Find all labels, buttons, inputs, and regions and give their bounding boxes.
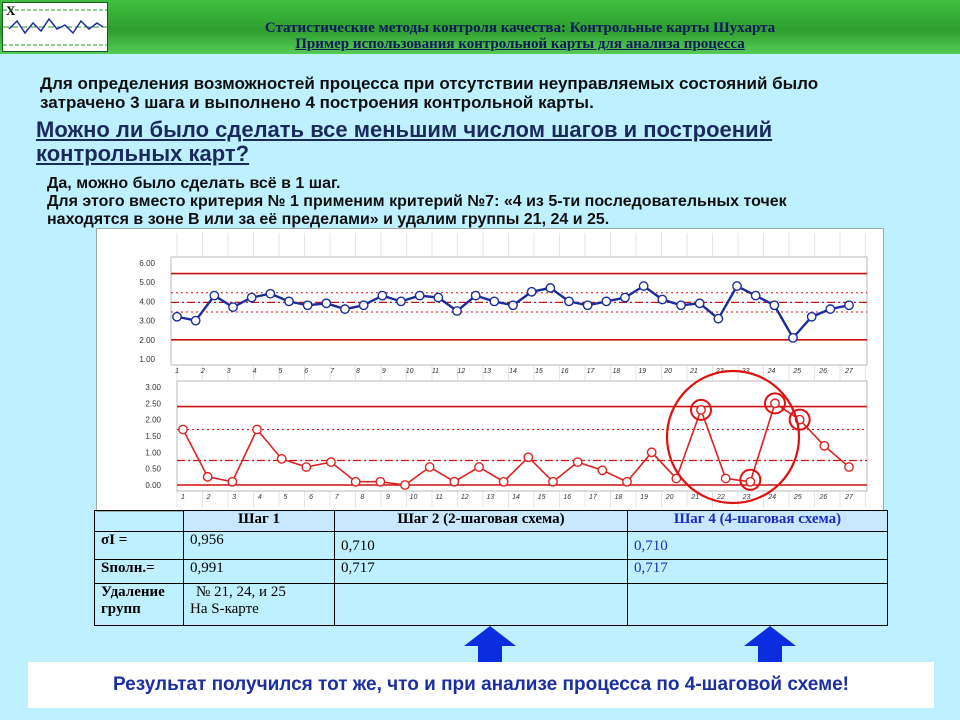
x-tick-label: 14 <box>512 494 520 501</box>
logo-chart-icon <box>2 2 108 52</box>
data-point <box>203 473 211 481</box>
plot-area <box>177 381 867 491</box>
arrow-up-icon <box>462 624 518 666</box>
x-tick-label: 1 <box>175 368 179 375</box>
data-point <box>499 478 507 486</box>
x-tick-label: 23 <box>742 494 751 501</box>
question-line-1: Можно ли было сделать все меньшим числом шагов и построений <box>36 117 773 142</box>
data-point <box>598 466 606 474</box>
data-point <box>546 284 554 292</box>
data-point <box>623 478 631 486</box>
data-point <box>647 448 655 456</box>
removal-step1 <box>184 584 335 626</box>
x-tick-label: 19 <box>638 368 647 375</box>
x-tick-label: 3 <box>226 368 231 375</box>
data-point <box>697 406 705 414</box>
y-tick-label: 0.00 <box>145 481 161 490</box>
x-tick-label: 14 <box>509 368 517 375</box>
control-charts-svg <box>97 229 883 511</box>
x-tick-label: 9 <box>381 368 386 375</box>
data-point <box>602 297 610 305</box>
x-tick-label: 18 <box>614 494 623 501</box>
removal-label <box>95 584 184 626</box>
data-point <box>770 301 778 309</box>
data-point <box>826 305 834 313</box>
table-row <box>95 560 888 584</box>
data-point <box>733 282 741 290</box>
data-point <box>771 399 779 407</box>
x-tick-label: 13 <box>483 368 492 375</box>
y-tick-label: 1.00 <box>145 448 161 458</box>
x-tick-label: 24 <box>767 368 776 375</box>
x-tick-label: 20 <box>665 494 674 501</box>
data-point <box>247 293 255 301</box>
removal-label-line-2: групп <box>101 601 141 617</box>
data-point <box>285 297 293 305</box>
y-tick-label: 4.00 <box>139 297 155 307</box>
x-tick-label: 3 <box>232 494 237 501</box>
header-bar <box>0 0 960 54</box>
data-point <box>490 297 498 305</box>
data-point <box>303 301 311 309</box>
data-point <box>327 458 335 466</box>
x-tick-label: 10 <box>409 494 418 501</box>
x-tick-label: 6 <box>304 368 309 375</box>
header-title: Статистические методы контроля качества: Контрольные карты Шухарта <box>264 20 776 36</box>
data-point <box>695 299 703 307</box>
question-text <box>36 118 936 166</box>
table-header-empty <box>95 511 184 532</box>
data-point <box>376 478 384 486</box>
x-tick-label: 1 <box>181 494 185 501</box>
data-point <box>253 425 261 433</box>
data-point <box>266 290 274 298</box>
data-point <box>583 301 591 309</box>
sigma-step2: 0,710 <box>335 532 628 560</box>
data-point <box>751 291 759 299</box>
intro-line-1: Для определения возможностей процесса при отсутствии неуправляемых состояний было <box>40 74 819 93</box>
data-point <box>229 303 237 311</box>
control-charts <box>96 228 884 512</box>
data-point <box>677 301 685 309</box>
x-tick-label: 8 <box>355 368 360 375</box>
table-header-step2: Шаг 2 (2-шаговая схема) <box>335 511 628 532</box>
x-tick-label: 5 <box>278 368 283 375</box>
answer-line-3: находятся в зоне В или за её пределами» и удалим группы 21, 24 и 25. <box>47 211 610 228</box>
s-full-step4: 0,717 <box>628 560 888 584</box>
x-tick-label: 25 <box>793 368 802 375</box>
x-tick-label: 27 <box>845 368 853 375</box>
data-point <box>639 282 647 290</box>
sigma-step1: 0,956 <box>184 532 335 560</box>
s-full-label: Sполн.= <box>95 560 184 584</box>
results-table <box>94 510 888 626</box>
data-point <box>845 301 853 309</box>
data-point <box>721 474 729 482</box>
removal-groups: № 21, 24, и 25 <box>196 584 286 600</box>
data-point <box>807 313 815 321</box>
data-point <box>359 301 367 309</box>
y-tick-label: 2.50 <box>145 399 161 409</box>
data-point <box>322 299 330 307</box>
x-tick-label: 26 <box>819 368 828 375</box>
x-tick-label: 11 <box>431 368 440 375</box>
data-point <box>415 291 423 299</box>
intro-line-2: затрачено 3 шага и выполнено 4 построения контрольной карты. <box>40 93 594 112</box>
table-row <box>95 584 888 626</box>
x-tick-label: 19 <box>640 494 648 501</box>
x-tick-label: 21 <box>691 494 700 501</box>
x-tick-label: 21 <box>690 368 698 375</box>
x-tick-label: 22 <box>717 494 725 501</box>
x-tick-label: 7 <box>330 368 335 375</box>
data-point <box>471 291 479 299</box>
data-point <box>277 455 285 463</box>
x-tick-label: 23 <box>741 368 750 375</box>
data-point <box>425 463 433 471</box>
data-point <box>509 301 517 309</box>
table-header-row <box>95 511 888 532</box>
removal-chart: На S-карте <box>190 601 259 617</box>
logo-letter: X <box>6 3 16 18</box>
x-tick-label: 17 <box>586 368 595 375</box>
data-point <box>845 463 853 471</box>
y-tick-label: 2.00 <box>139 335 155 345</box>
data-point <box>210 291 218 299</box>
y-tick-label: 6.00 <box>139 259 155 268</box>
table-header-step1: Шаг 1 <box>184 511 335 532</box>
x-tick-label: 16 <box>560 368 569 375</box>
y-tick-label: 3.00 <box>139 316 155 326</box>
intro-text <box>40 74 940 112</box>
data-point <box>401 481 409 489</box>
data-point <box>453 307 461 315</box>
x-tick-label: 27 <box>845 494 853 501</box>
result-banner: Результат получился тот же, что и при анализе процесса по 4-шаговой схеме! <box>28 662 934 708</box>
x-tick-label: 22 <box>715 368 724 375</box>
data-point <box>351 478 359 486</box>
table-header-step4: Шаг 4 (4-шаговая схема) <box>628 511 888 532</box>
data-point <box>434 293 442 301</box>
x-tick-label: 4 <box>257 494 262 501</box>
data-point <box>658 295 666 303</box>
table-row <box>95 532 888 560</box>
x-tick-label: 12 <box>460 494 469 501</box>
answer-text <box>47 175 947 229</box>
s-full-step1: 0,991 <box>184 560 335 584</box>
removal-label-line-1: Удаление <box>101 584 165 600</box>
x-tick-label: 18 <box>612 368 621 375</box>
x-tick-label: 2 <box>206 494 211 501</box>
data-point <box>397 297 405 305</box>
data-point <box>789 334 797 342</box>
data-point <box>378 291 386 299</box>
removal-step4 <box>628 584 888 626</box>
y-tick-label: 0.50 <box>145 464 161 474</box>
data-point <box>714 314 722 322</box>
data-point <box>621 293 629 301</box>
question-line-2: контрольных карт? <box>36 141 250 166</box>
data-point <box>341 305 349 313</box>
y-tick-label: 1.00 <box>139 355 155 364</box>
sigma-label: σI = <box>95 532 184 560</box>
x-tick-label: 26 <box>819 494 828 501</box>
x-tick-label: 20 <box>664 368 672 375</box>
x-tick-label: 15 <box>537 494 546 501</box>
data-point <box>527 288 535 296</box>
x-tick-label: 7 <box>334 494 339 501</box>
answer-line-2: Для этого вместо критерия № 1 применим критерий №7: «4 из 5-ти последовательных точек <box>47 193 787 210</box>
x-tick-label: 5 <box>283 494 288 501</box>
data-point <box>228 478 236 486</box>
data-point <box>191 316 199 324</box>
s-full-step2: 0,717 <box>335 560 628 584</box>
x-tick-label: 15 <box>534 368 543 375</box>
answer-line-1: Да, можно было сделать всё в 1 шаг. <box>47 175 341 192</box>
data-point <box>302 463 310 471</box>
header-subtitle: Пример использования контрольной карты для анализа процесса <box>295 36 745 52</box>
x-tick-label: 8 <box>360 494 365 501</box>
data-point <box>573 458 581 466</box>
data-point <box>820 442 828 450</box>
data-point <box>524 453 532 461</box>
y-tick-label: 2.00 <box>145 415 161 425</box>
removal-step2 <box>335 584 628 626</box>
data-point <box>549 478 557 486</box>
data-point <box>179 425 187 433</box>
y-tick-label: 5.00 <box>139 278 155 288</box>
x-tick-label: 24 <box>768 494 777 501</box>
x-tick-label: 6 <box>309 494 314 501</box>
x-tick-label: 9 <box>385 494 390 501</box>
arrow-up-icon <box>742 624 798 666</box>
x-tick-label: 11 <box>435 494 443 501</box>
data-point <box>450 478 458 486</box>
x-tick-label: 25 <box>793 494 802 501</box>
x-tick-label: 10 <box>405 368 414 375</box>
sigma-step4: 0,710 <box>628 532 888 560</box>
x-tick-label: 12 <box>457 368 466 375</box>
data-point <box>475 463 483 471</box>
data-point <box>173 313 181 321</box>
y-tick-label: 1.50 <box>145 432 161 441</box>
x-tick-label: 4 <box>252 368 257 375</box>
x-tick-label: 2 <box>200 368 205 375</box>
data-point <box>565 297 573 305</box>
x-tick-label: 16 <box>563 494 572 501</box>
x-tick-label: 13 <box>486 494 495 501</box>
y-tick-label: 3.00 <box>145 383 161 392</box>
data-point <box>746 478 754 486</box>
x-tick-label: 17 <box>588 494 597 501</box>
